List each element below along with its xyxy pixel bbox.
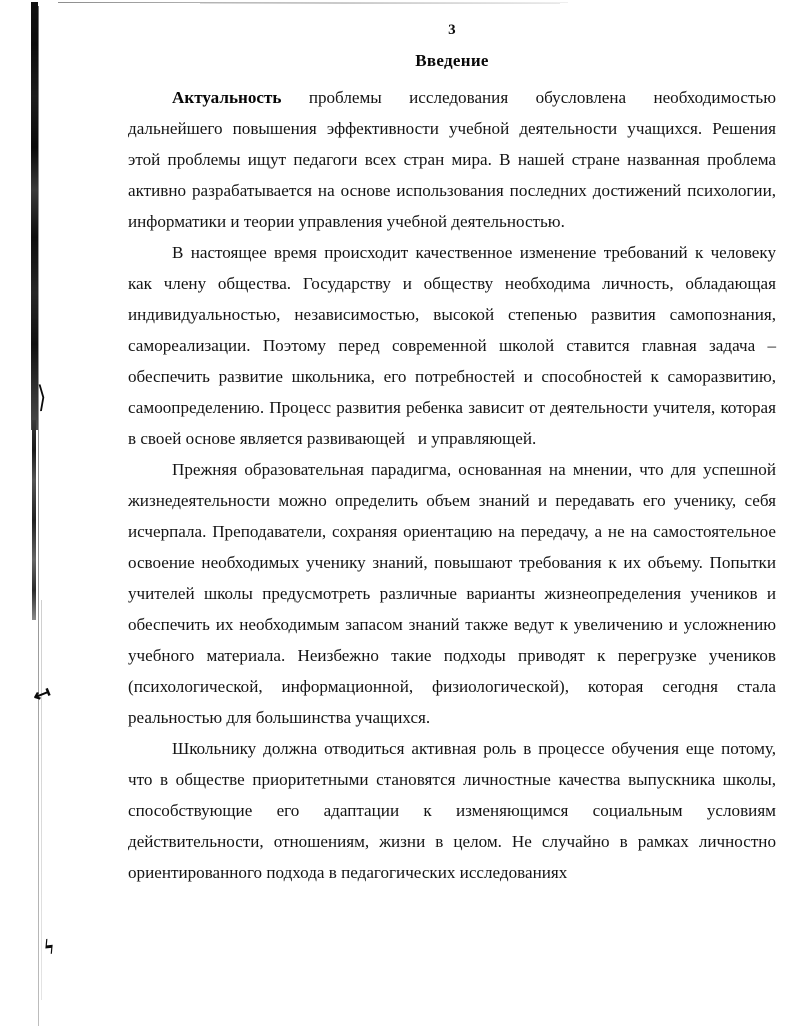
scan-page-edge-line bbox=[38, 6, 39, 1026]
ink-blot-artifact-top: ⟩ bbox=[36, 380, 48, 415]
scan-binding-shadow bbox=[31, 2, 38, 430]
body-paragraph: В настоящее время происходит качественное изменение требований к человеку как члену общества. Государству и обществу необходима личность, обладающая индивидуальностью, независимостью, высокой степенью развития самопознания, самореализации. Поэтому перед современной школой ставится главная задача – обеспечить развитие школьника, его потребностей и способностей к саморазвитию, самоопределению. Процесс развития ребенка зависит от деятельности учителя, которая в своей основе является развивающей и управляющей. bbox=[128, 243, 781, 448]
scan-binding-shadow-lower bbox=[32, 420, 36, 620]
page-number: 3 bbox=[448, 22, 456, 38]
scan-page-edge-hairline bbox=[41, 600, 42, 1000]
body-paragraph: Школьнику должна отводиться активная роль в процессе обучения еще потому, что в обществе приоритетными становятся личностные качества выпускника школы, способствующие его адаптации к изменяющимся социальным условиям действительности, отношениям, жизни в целом. Не случайно в рамках личностно ориентированного подхода в педагогических исследованиях bbox=[128, 739, 781, 882]
scan-top-edge-artifact-secondary bbox=[200, 3, 560, 4]
body-paragraph: Актуальность проблемы исследования обусловлена необходимостью дальнейшего повышения эффективности учебной деятельности учащихся. Решения этой проблемы ищут педагоги всех стран мира. В нашей стране названная проблема активно разрабатывается на основе использования последних достижений психологии, информатики и теории управления учебной деятельностью. bbox=[128, 88, 781, 231]
page-content bbox=[128, 22, 781, 888]
ink-blot-artifact-middle: ↤ bbox=[29, 681, 54, 707]
paragraph-lead-term: Актуальность bbox=[172, 88, 282, 107]
page-title: Введение bbox=[415, 51, 489, 70]
ink-blot-artifact-bottom: ϟ bbox=[43, 933, 55, 960]
body-paragraph: Прежняя образовательная парадигма, основанная на мнении, что для успешной жизнедеятельности можно определить объем знаний и передавать его ученику, себя исчерпала. Преподаватели, сохраняя ориентацию на передачу, а не на самостоятельное освоение необходимых ученику знаний, повышают требования к их объему. Попытки учителей школы предусмотреть различные варианты жизнеопределения учеников и обеспечить их необходимым запасом знаний также ведут к увеличению и усложнению учебного материала. Неизбежно такие подходы приводят к перегрузке учеников (психологической, информационной, физиологической), которая сегодня стала реальностью для большинства учащихся. bbox=[128, 460, 781, 727]
